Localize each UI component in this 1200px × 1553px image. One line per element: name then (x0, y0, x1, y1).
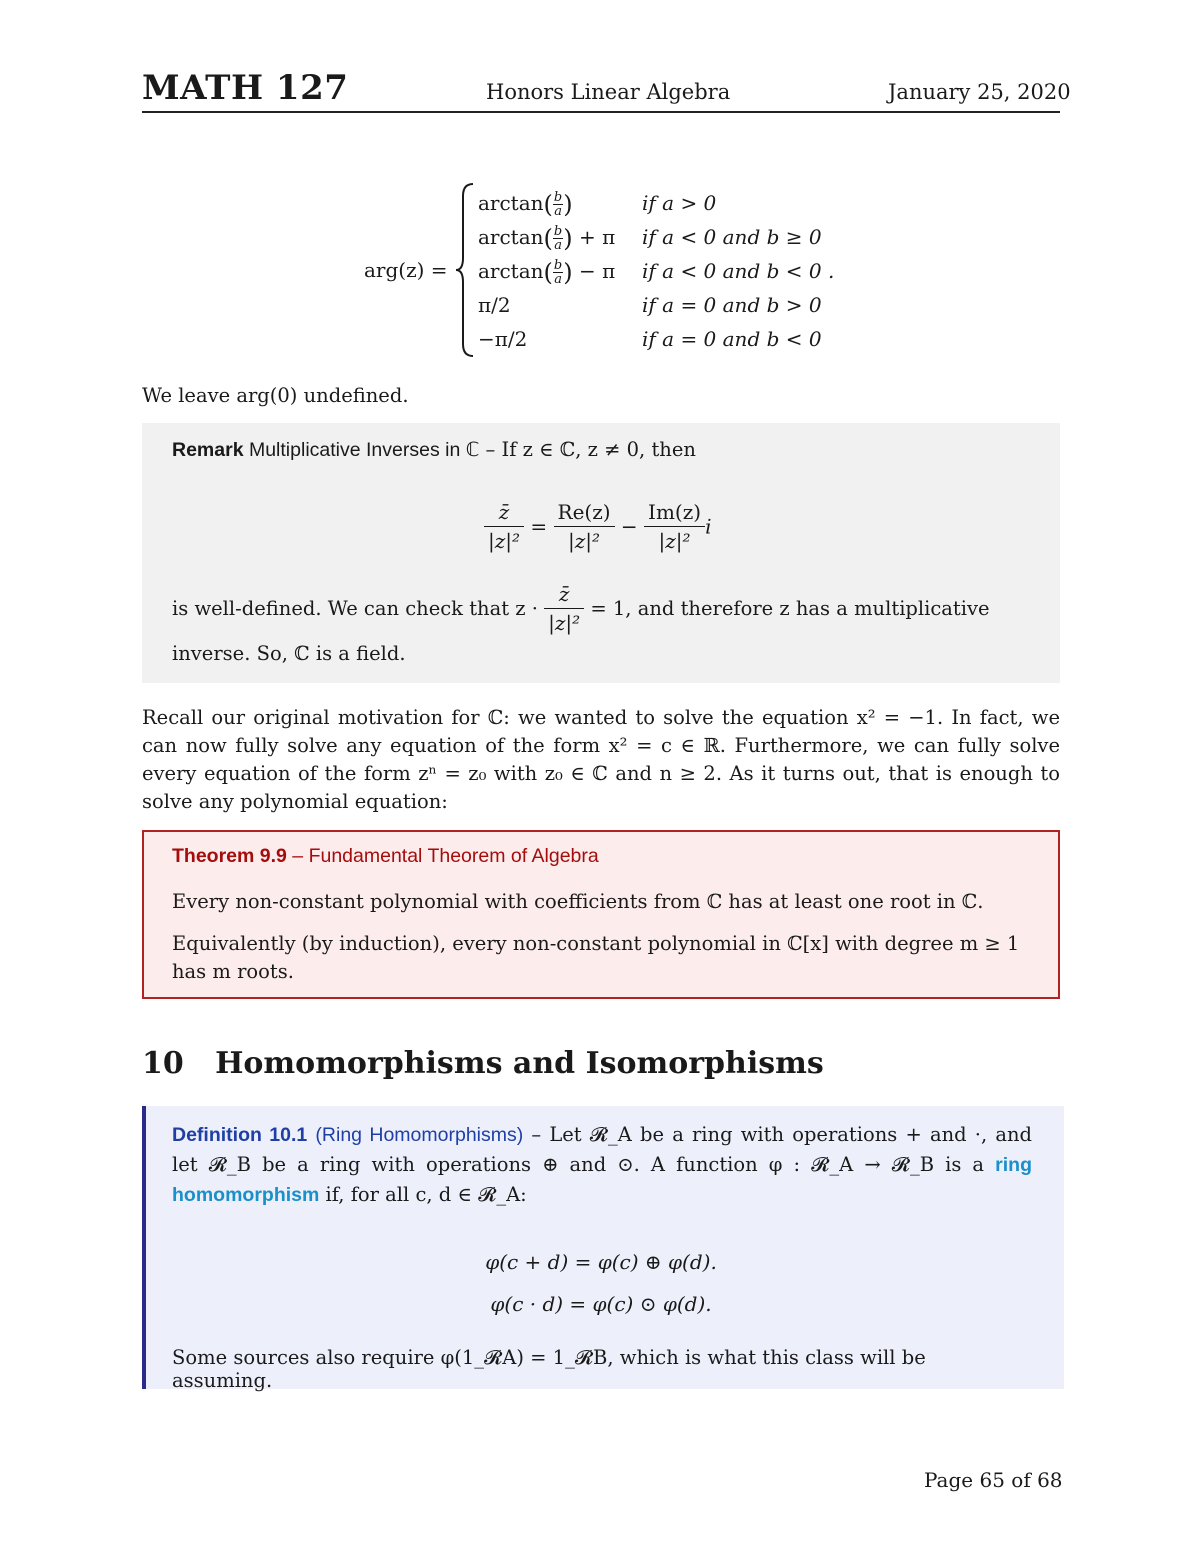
hom-equation-add: φ(c + d) = φ(c) ⊕ φ(d). (485, 1250, 717, 1274)
theorem-label: Theorem 9.9 (172, 845, 287, 867)
inverse-equation: $\frac{z̄}{\text{|z|²}}$ = $\frac{Re(z)}{\text{|z|²}}$ − $\frac{Im(z)}{\text{|z|²}}$ i (484, 500, 711, 553)
remark-title: Multiplicative Inverses in ℂ (248, 439, 480, 461)
header-rule (142, 111, 1060, 113)
section-heading: 10 Homomorphisms and Isomorphisms (142, 1046, 824, 1081)
arg-cond-5: if a = 0 and b < 0 (642, 327, 822, 351)
arg-cond-2: if a < 0 and b ≥ 0 (642, 225, 822, 249)
course-subject: Honors Linear Algebra (486, 80, 731, 104)
definition-text: Definition 10.1 (Ring Homomorphisms) – Let 𝓡_A be a ring with operations + and ·, and let 𝓡_B be a ring with operations ⊕ and ⊙. A function φ : 𝓡_A → 𝓡_B is a ring homomorphism if, for all c, d ∈ 𝓡_A: (172, 1123, 1033, 1206)
arg-case-3: arctan( $\frac{b}{a}$ ) − π (478, 258, 616, 287)
remark-line-2: inverse. So, ℂ is a field. (172, 642, 406, 665)
definition-title: (Ring Homomorphisms) (315, 1124, 524, 1146)
definition-note: Some sources also require φ(1_𝓡A) = 1_𝓡B, which is what this class will be assuming. (172, 1346, 926, 1392)
arg-cond-4: if a = 0 and b > 0 (642, 293, 822, 317)
theorem-line-1: Every non-constant polynomial with coefficients from ℂ has at least one root in ℂ. (172, 890, 984, 913)
arg-case-1: arctan( $\frac{b}{a}$ ) (478, 190, 573, 219)
left-brace (454, 182, 476, 362)
theorem-line-3: has m roots. (172, 960, 294, 983)
arg-lhs: arg(z) = (364, 258, 448, 282)
arg-cond-1: if a > 0 (642, 191, 717, 215)
remark-line-1: is well-defined. We can check that z · $\frac{z̄}{\text{|z|²}}$ = 1, and therefore z has a multiplicative (172, 582, 990, 635)
course-title: MATH 127 (142, 68, 349, 108)
remark-lead: – If z ∈ ℂ, z ≠ 0, then (479, 438, 696, 461)
arg-case-2: arctan( $\frac{b}{a}$ ) + π (478, 224, 616, 253)
arg-case-5: −π/2 (478, 327, 528, 351)
undefined-note: We leave arg(0) undefined. (142, 384, 409, 407)
theorem-line-2: Equivalently (by induction), every non-constant polynomial in ℂ[x] with degree m ≥ 1 (172, 932, 1020, 955)
remark-heading (172, 438, 696, 462)
remark-label: Remark (172, 439, 244, 461)
definition-label: Definition 10.1 (172, 1124, 308, 1146)
header-date: January 25, 2020 (888, 80, 1071, 104)
page-number: Page 65 of 68 (924, 1468, 1063, 1492)
theorem-heading (172, 845, 599, 868)
motivation-paragraph: Recall our original motivation for ℂ: we wanted to solve the equation x² = −1. In fact, we can now fully solve any equation of the form x² = c ∈ ℝ. Furthermore, we can fully solve every equation of the form zⁿ = z₀ with z₀ ∈ ℂ and n ≥ 2. As it turns out, that is enough to solve any polynomial equation: (142, 706, 1060, 813)
theorem-title: – Fundamental Theorem of Algebra (286, 845, 599, 867)
defined-term: ring homomorphism (172, 1154, 1032, 1206)
arg-case-4: π/2 (478, 293, 511, 317)
arg-cond-3: if a < 0 and b < 0 . (642, 259, 835, 283)
hom-equation-mul: φ(c · d) = φ(c) ⊙ φ(d). (490, 1292, 712, 1316)
